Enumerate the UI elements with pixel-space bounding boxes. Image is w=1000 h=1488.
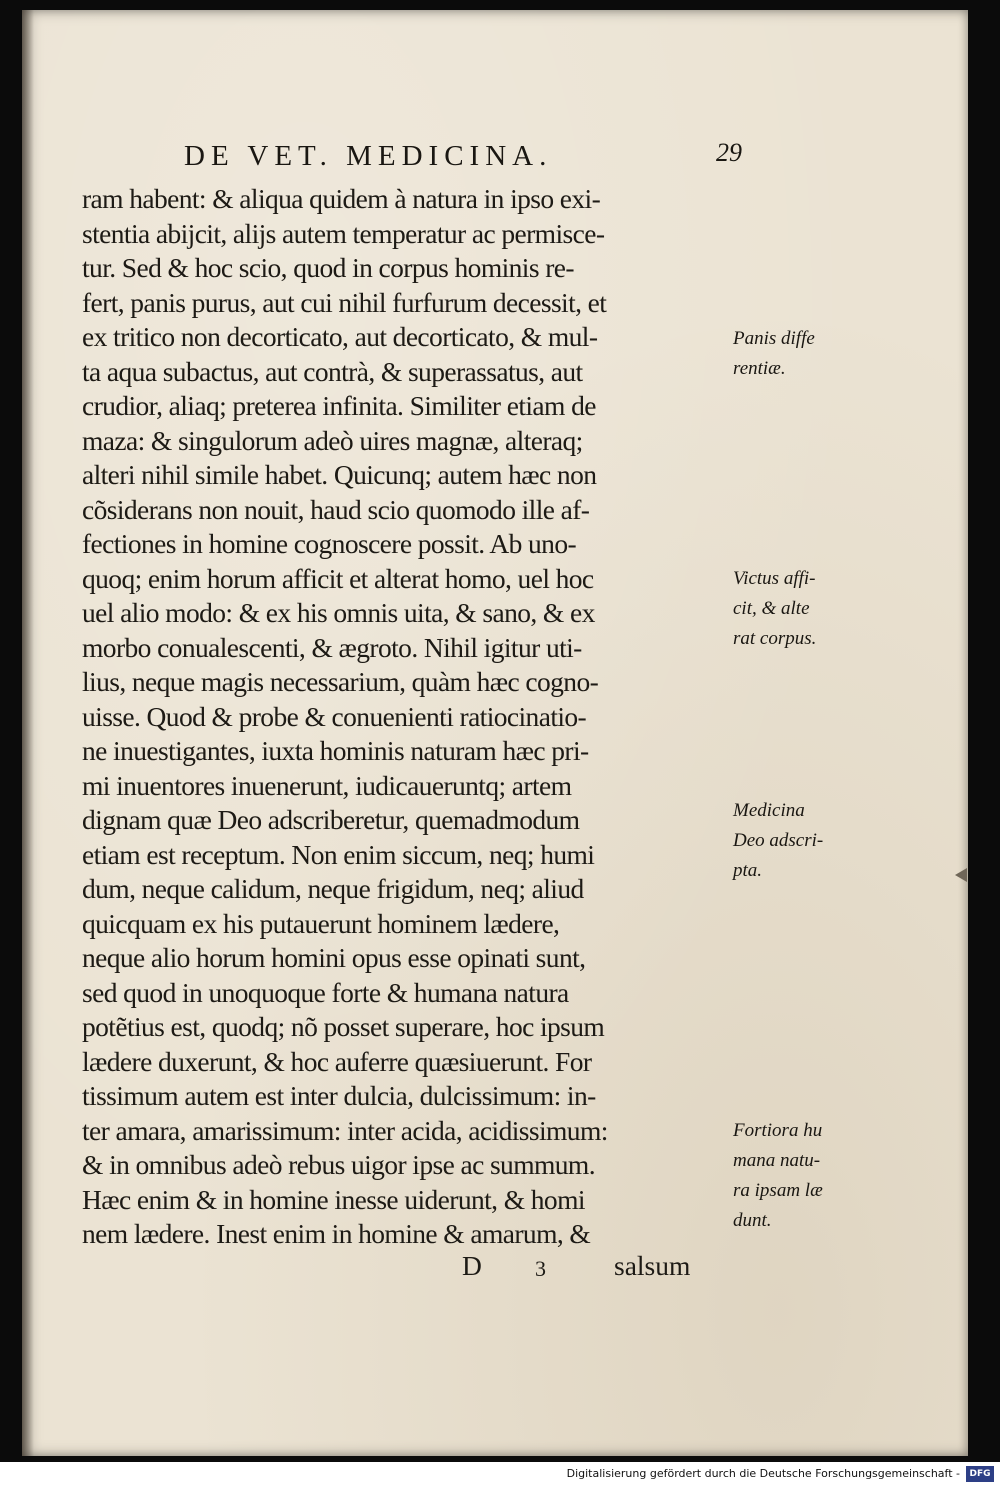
text-line: quoq; enim horum afficit et alterat homo, uel hoc: [82, 562, 594, 594]
text-line: uel alio modo: & ex his omnis uita, & sano, & ex: [82, 597, 595, 628]
text-line: mi inuentores inuenerunt, iudicaueruntq; artem: [82, 769, 572, 801]
text-line: alteri nihil simile habet. Quicunq; autem hæc non: [82, 459, 597, 490]
text-line: dignam quæ Deo adscriberetur, quemadmodum: [82, 804, 580, 835]
text-line: cõsiderans non nouit, haud scio quomodo ille af-: [82, 493, 590, 525]
signature-number: 3: [535, 1256, 546, 1281]
book-page: [22, 10, 968, 1456]
text-line: fert, panis purus, aut cui nihil furfurum decessit, et: [82, 286, 607, 318]
text-line: potẽtius est, quodq; nõ posset superare, hoc ipsum: [82, 1011, 605, 1042]
marginal-note-line: rentiæ.: [733, 358, 786, 379]
marginal-note-line: cit, & alte: [733, 598, 810, 619]
text-line: ex tritico non decorticato, aut decorticato, & mul-: [82, 321, 598, 352]
text-line: & in omnibus adeò rebus uigor ipse ac summum.: [82, 1149, 595, 1180]
text-line: tur. Sed & hoc scio, quod in corpus hominis re-: [82, 252, 574, 283]
page-edge-pointer-icon: [955, 868, 967, 882]
text-line: uisse. Quod & probe & conuenienti ratiocinatio-: [82, 700, 587, 732]
marginal-note-panis: [733, 324, 863, 384]
text-line: Hæc enim & in homine inesse uiderunt, & homi: [82, 1183, 585, 1215]
catchword: salsum: [614, 1250, 691, 1281]
funding-credit: Digitalisierung gefördert durch die Deutsche Forschungsgemeinschaft -: [566, 1467, 960, 1480]
text-line: tissimum autem est inter dulcia, dulcissimum: in-: [82, 1080, 596, 1111]
text-line: ne inuestigantes, iuxta hominis naturam hæc pri-: [82, 735, 589, 766]
marginal-note-line: Medicina: [733, 800, 805, 821]
text-line: nem lædere. Inest enim in homine & amarum, &: [82, 1218, 591, 1249]
marginal-note-line: ra ipsam læ: [733, 1180, 823, 1201]
text-line: etiam est receptum. Non enim siccum, neq; humi: [82, 838, 595, 870]
marginal-note-line: rat corpus.: [733, 628, 817, 649]
marginal-note-victus: [733, 564, 863, 654]
text-line: ram habent: & aliqua quidem à natura in ipso exi-: [82, 183, 601, 214]
text-line: ta aqua subactus, aut contrà, & superassatus, aut: [82, 355, 583, 387]
marginal-note-line: dunt.: [733, 1210, 772, 1231]
text-line: crudior, aliaq; preterea infinita. Similiter etiam de: [82, 390, 596, 421]
text-line: sed quod in unoquoque forte & humana natura: [82, 976, 569, 1008]
text-line: lædere duxerunt, & hoc auferre quæsiuerunt. For: [82, 1045, 592, 1077]
marginal-note-line: Panis diffe: [733, 328, 815, 349]
marginal-note-fortiora: [733, 1116, 863, 1236]
text-line: neque alio horum homini opus esse opinati sunt,: [82, 942, 586, 973]
page-gutter-shadow: [22, 10, 34, 1456]
marginal-note-line: Deo adscri-: [733, 830, 824, 851]
body-text: [82, 182, 742, 1252]
marginal-note-line: pta.: [733, 860, 763, 881]
text-line: stentia abijcit, alijs autem temperatur ac permisce-: [82, 217, 605, 249]
text-line: lius, neque magis necessarium, quàm hæc cogno-: [82, 666, 599, 697]
marginal-note-line: Victus affi-: [733, 568, 816, 589]
marginal-note-line: mana natu-: [733, 1150, 821, 1171]
running-head: DE VET. MEDICINA.: [184, 140, 553, 172]
text-line: morbo conualescenti, & ægroto. Nihil igitur uti-: [82, 631, 582, 663]
text-line: fectiones in homine cognoscere possit. Ab uno-: [82, 528, 577, 559]
text-line: ter amara, amarissimum: inter acida, acidissimum:: [82, 1114, 608, 1146]
text-line: quicquam ex his putauerunt hominem lædere,: [82, 907, 560, 939]
marginal-note-line: Fortiora hu: [733, 1120, 823, 1141]
digitization-footer: [0, 1462, 1000, 1488]
dfg-logo: DFG: [966, 1466, 994, 1482]
signature-mark: D: [462, 1250, 482, 1281]
text-line: dum, neque calidum, neque frigidum, neq; aliud: [82, 873, 584, 904]
text-line: maza: & singulorum adeò uires magnæ, alteraq;: [82, 424, 583, 456]
page-number: 29: [716, 138, 742, 167]
marginal-note-medicina: [733, 796, 863, 886]
